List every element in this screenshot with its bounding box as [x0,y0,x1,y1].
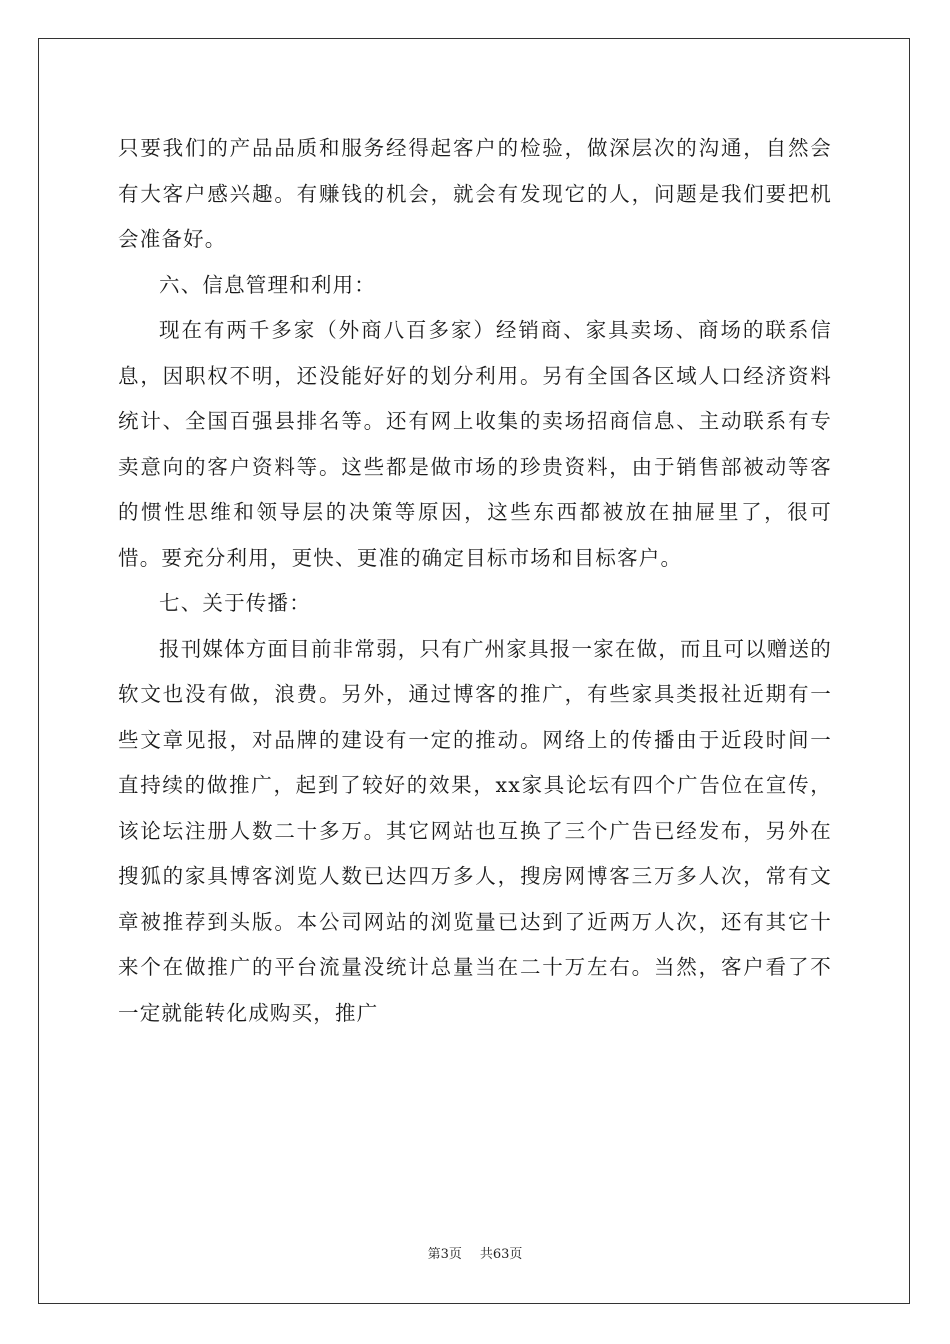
paragraph-communication: 报刊媒体方面目前非常弱，只有广州家具报一家在做，而且可以赠送的软文也没有做，浪费。另外，通过博客的推广，有些家具类报社近期有一些文章见报，对品牌的建设有一定的推动。网络上的传播由于近段时间一直持续的做推广，起到了较好的效果，xx家具论坛有四个广告位在宣传，该论坛注册人数二十多万。其它网站也互换了三个广告已经发布，另外在搜狐的家具博客浏览人数已达四万多人，搜房网博客三万多人次，常有文章被推荐到头版。本公司网站的浏览量已达到了近两万人次，还有其它十来个在做推广的平台流量没统计总量当在二十万左右。当然，客户看了不一定就能转化成购买，推广 [118,636,832,1025]
section-heading-communication: 七、关于传播： [159,591,311,615]
document-body [118,126,832,1036]
section-heading-information-management: 六、信息管理和利用： [159,272,376,297]
page-number-total: 共63页 [479,1247,523,1262]
page-number-current: 第3页 [427,1247,462,1262]
paragraph-continuation: 只要我们的产品品质和服务经得起客户的检验，做深层次的沟通，自然会有大客户感兴趣。有赚钱的机会，就会有发现它的人，问题是我们要把机会准备好。 [118,136,832,251]
page-footer [0,1247,950,1263]
paragraph-information-management: 现在有两千多家（外商八百多家）经销商、家具卖场、商场的联系信息，因职权不明，还没能好好的划分利用。另有全国各区域人口经济资料统计、全国百强县排名等。还有网上收集的卖场招商信息、主动联系有专卖意向的客户资料等。这些都是做市场的珍贵资料，由于销售部被动等客的惯性思维和领导层的决策等原因，这些东西都被放在抽屉里了，很可惜。要充分利用，更快、更准的确定目标市场和目标客户。 [118,318,832,570]
